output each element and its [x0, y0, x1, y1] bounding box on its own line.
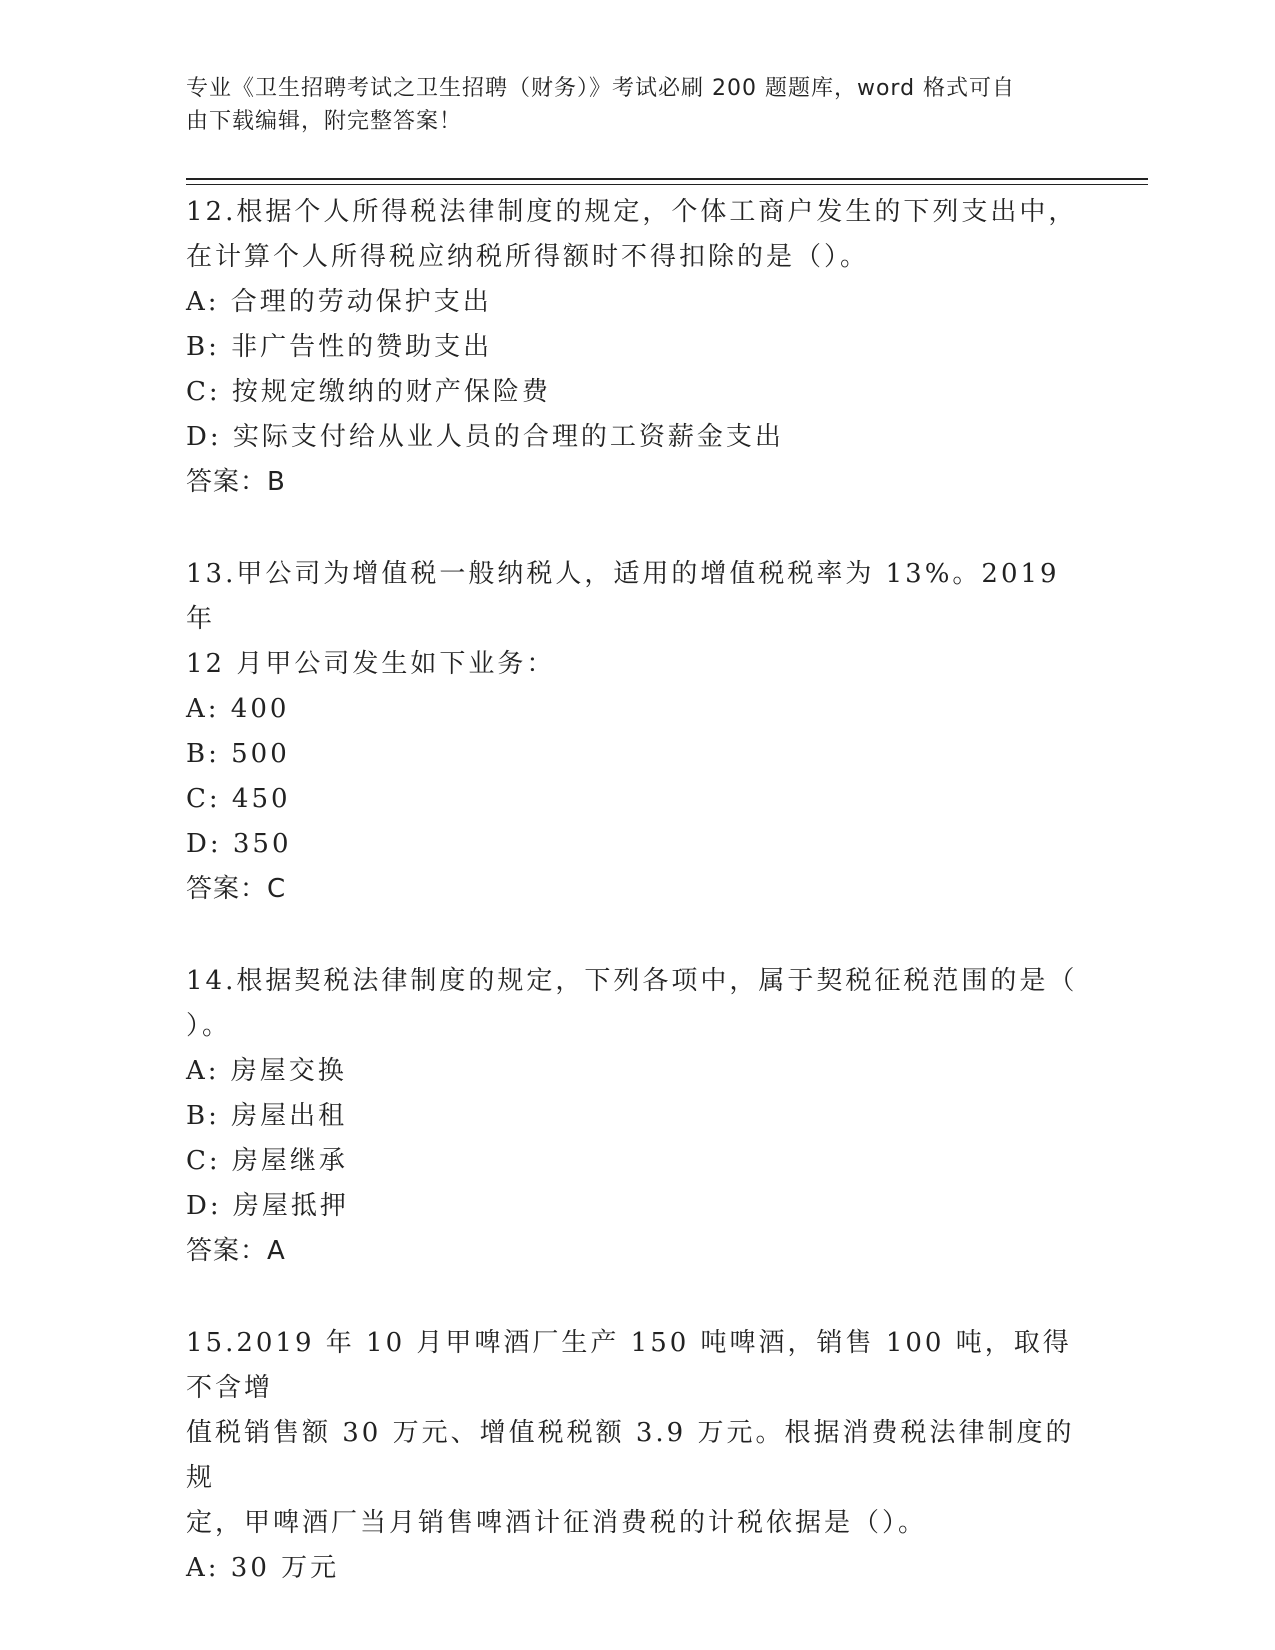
question-text-line: 12 月甲公司发生如下业务： [186, 649, 556, 679]
answer-label: 答案：A [186, 1236, 286, 1266]
header-line-1: 专业《卫生招聘考试之卫生招聘（财务）》考试必刷 200 题题库，word 格式可自 [186, 76, 1016, 101]
header-line-2: 由下载编辑，附完整答案！ [186, 109, 463, 134]
option-a: A: 房屋交换 [186, 1056, 347, 1086]
option-d: D: 350 [186, 829, 292, 859]
answer-label: 答案：B [186, 467, 286, 497]
question-15 [186, 1321, 1086, 1591]
question-12 [186, 190, 1086, 505]
question-list [186, 190, 1086, 1591]
question-spacer [186, 912, 1086, 959]
option-d: D: 实际支付给从业人员的合理的工资薪金支出 [186, 422, 784, 452]
question-text-line: 13.甲公司为增值税一般纳税人，适用的增值税税率为 13%。2019 年 [186, 559, 1060, 634]
header-divider-thin [186, 184, 1148, 185]
option-a: A: 400 [186, 694, 290, 724]
option-c: C: 按规定缴纳的财产保险费 [186, 377, 551, 407]
document-header [186, 72, 1066, 138]
question-spacer [186, 1274, 1086, 1321]
header-divider-thick [186, 178, 1148, 180]
option-a: A: 30 万元 [186, 1553, 340, 1583]
question-spacer [186, 505, 1086, 552]
option-a: A: 合理的劳动保护支出 [186, 287, 492, 317]
option-b: B: 非广告性的赞助支出 [186, 332, 493, 362]
question-text-line: 15.2019 年 10 月甲啤酒厂生产 150 吨啤酒，销售 100 吨，取得不含增 [186, 1328, 1072, 1403]
option-b: B: 500 [186, 739, 290, 769]
option-c: C: 450 [186, 784, 291, 814]
answer-label: 答案：C [186, 874, 287, 904]
question-text-line: 14.根据契税法律制度的规定，下列各项中，属于契税征税范围的是（ [186, 966, 1078, 996]
question-text-line: ）。 [186, 1011, 232, 1041]
option-d: D: 房屋抵押 [186, 1191, 349, 1221]
option-b: B: 房屋出租 [186, 1101, 348, 1131]
question-text-line: 定，甲啤酒厂当月销售啤酒计征消费税的计税依据是（）。 [186, 1508, 928, 1538]
question-13 [186, 552, 1086, 912]
question-text-line: 值税销售额 30 万元、增值税税额 3.9 万元。根据消费税法律制度的规 [186, 1418, 1075, 1493]
question-14 [186, 959, 1086, 1274]
question-text-line: 12.根据个人所得税法律制度的规定，个体工商户发生的下列支出中， [186, 197, 1078, 227]
option-c: C: 房屋继承 [186, 1146, 348, 1176]
question-text-line: 在计算个人所得税应纳税所得额时不得扣除的是（）。 [186, 242, 870, 272]
